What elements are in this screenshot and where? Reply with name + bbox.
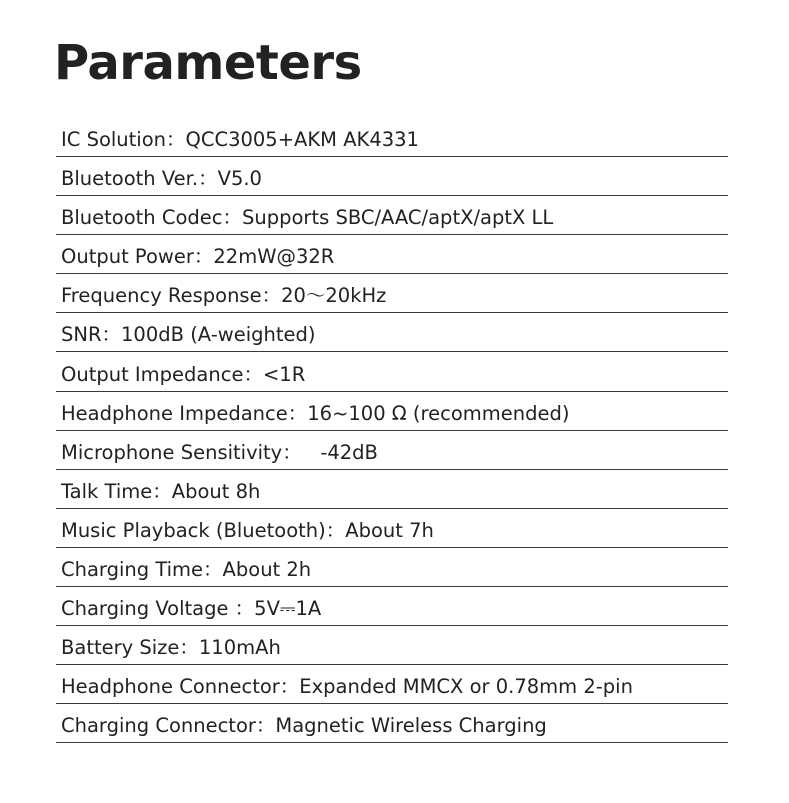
spec-text: Output Power：22mW@32R (61, 245, 335, 269)
spec-text: Charging Voltage ：5V⎓1A (61, 597, 322, 621)
spec-text: Frequency Response：20～20kHz (61, 284, 387, 308)
spec-row-headphone-connector (56, 666, 728, 704)
spec-text: Bluetooth Ver.：V5.0 (61, 167, 262, 191)
spec-text: Headphone Impedance：16~100 Ω (recommended) (61, 401, 570, 425)
spec-row-charging-voltage (56, 588, 728, 626)
spec-row-bluetooth-codec (56, 197, 728, 235)
spec-row-charging-connector (56, 705, 728, 743)
spec-text: Microphone Sensitivity： -42dB (61, 440, 378, 464)
spec-row-charging-time (56, 549, 728, 587)
spec-text: Charging Time：About 2h (61, 558, 312, 582)
spec-row-ic-solution (56, 119, 728, 157)
spec-text: Music Playback (Bluetooth)：About 7h (61, 518, 434, 542)
spec-text: IC Solution：QCC3005+AKM AK4331 (61, 128, 419, 151)
spec-row-music-playback (56, 510, 728, 548)
spec-text: Charging Connector：Magnetic Wireless Charging (61, 714, 547, 738)
spec-row-bluetooth-version (56, 158, 728, 196)
spec-row-battery-size (56, 627, 728, 665)
spec-text: Battery Size：110mAh (61, 636, 281, 660)
spec-text: Output Impedance：<1R (61, 362, 306, 386)
page-title: Parameters (54, 35, 362, 91)
spec-text: Bluetooth Codec：Supports SBC/AAC/aptX/aptX LL (61, 206, 554, 230)
spec-row-output-impedance (56, 354, 728, 392)
spec-text: SNR：100dB (A-weighted) (61, 323, 316, 347)
spec-text: Talk Time：About 8h (61, 479, 261, 503)
spec-row-microphone-sensitivity (56, 432, 728, 470)
spec-row-talk-time (56, 471, 728, 509)
spec-row-frequency-response (56, 275, 728, 313)
spec-list (56, 119, 728, 745)
spec-row-snr (56, 314, 728, 352)
spec-row-output-power (56, 236, 728, 274)
spec-text: Headphone Connector：Expanded MMCX or 0.78mm 2-pin (61, 675, 633, 699)
spec-row-headphone-impedance (56, 393, 728, 431)
